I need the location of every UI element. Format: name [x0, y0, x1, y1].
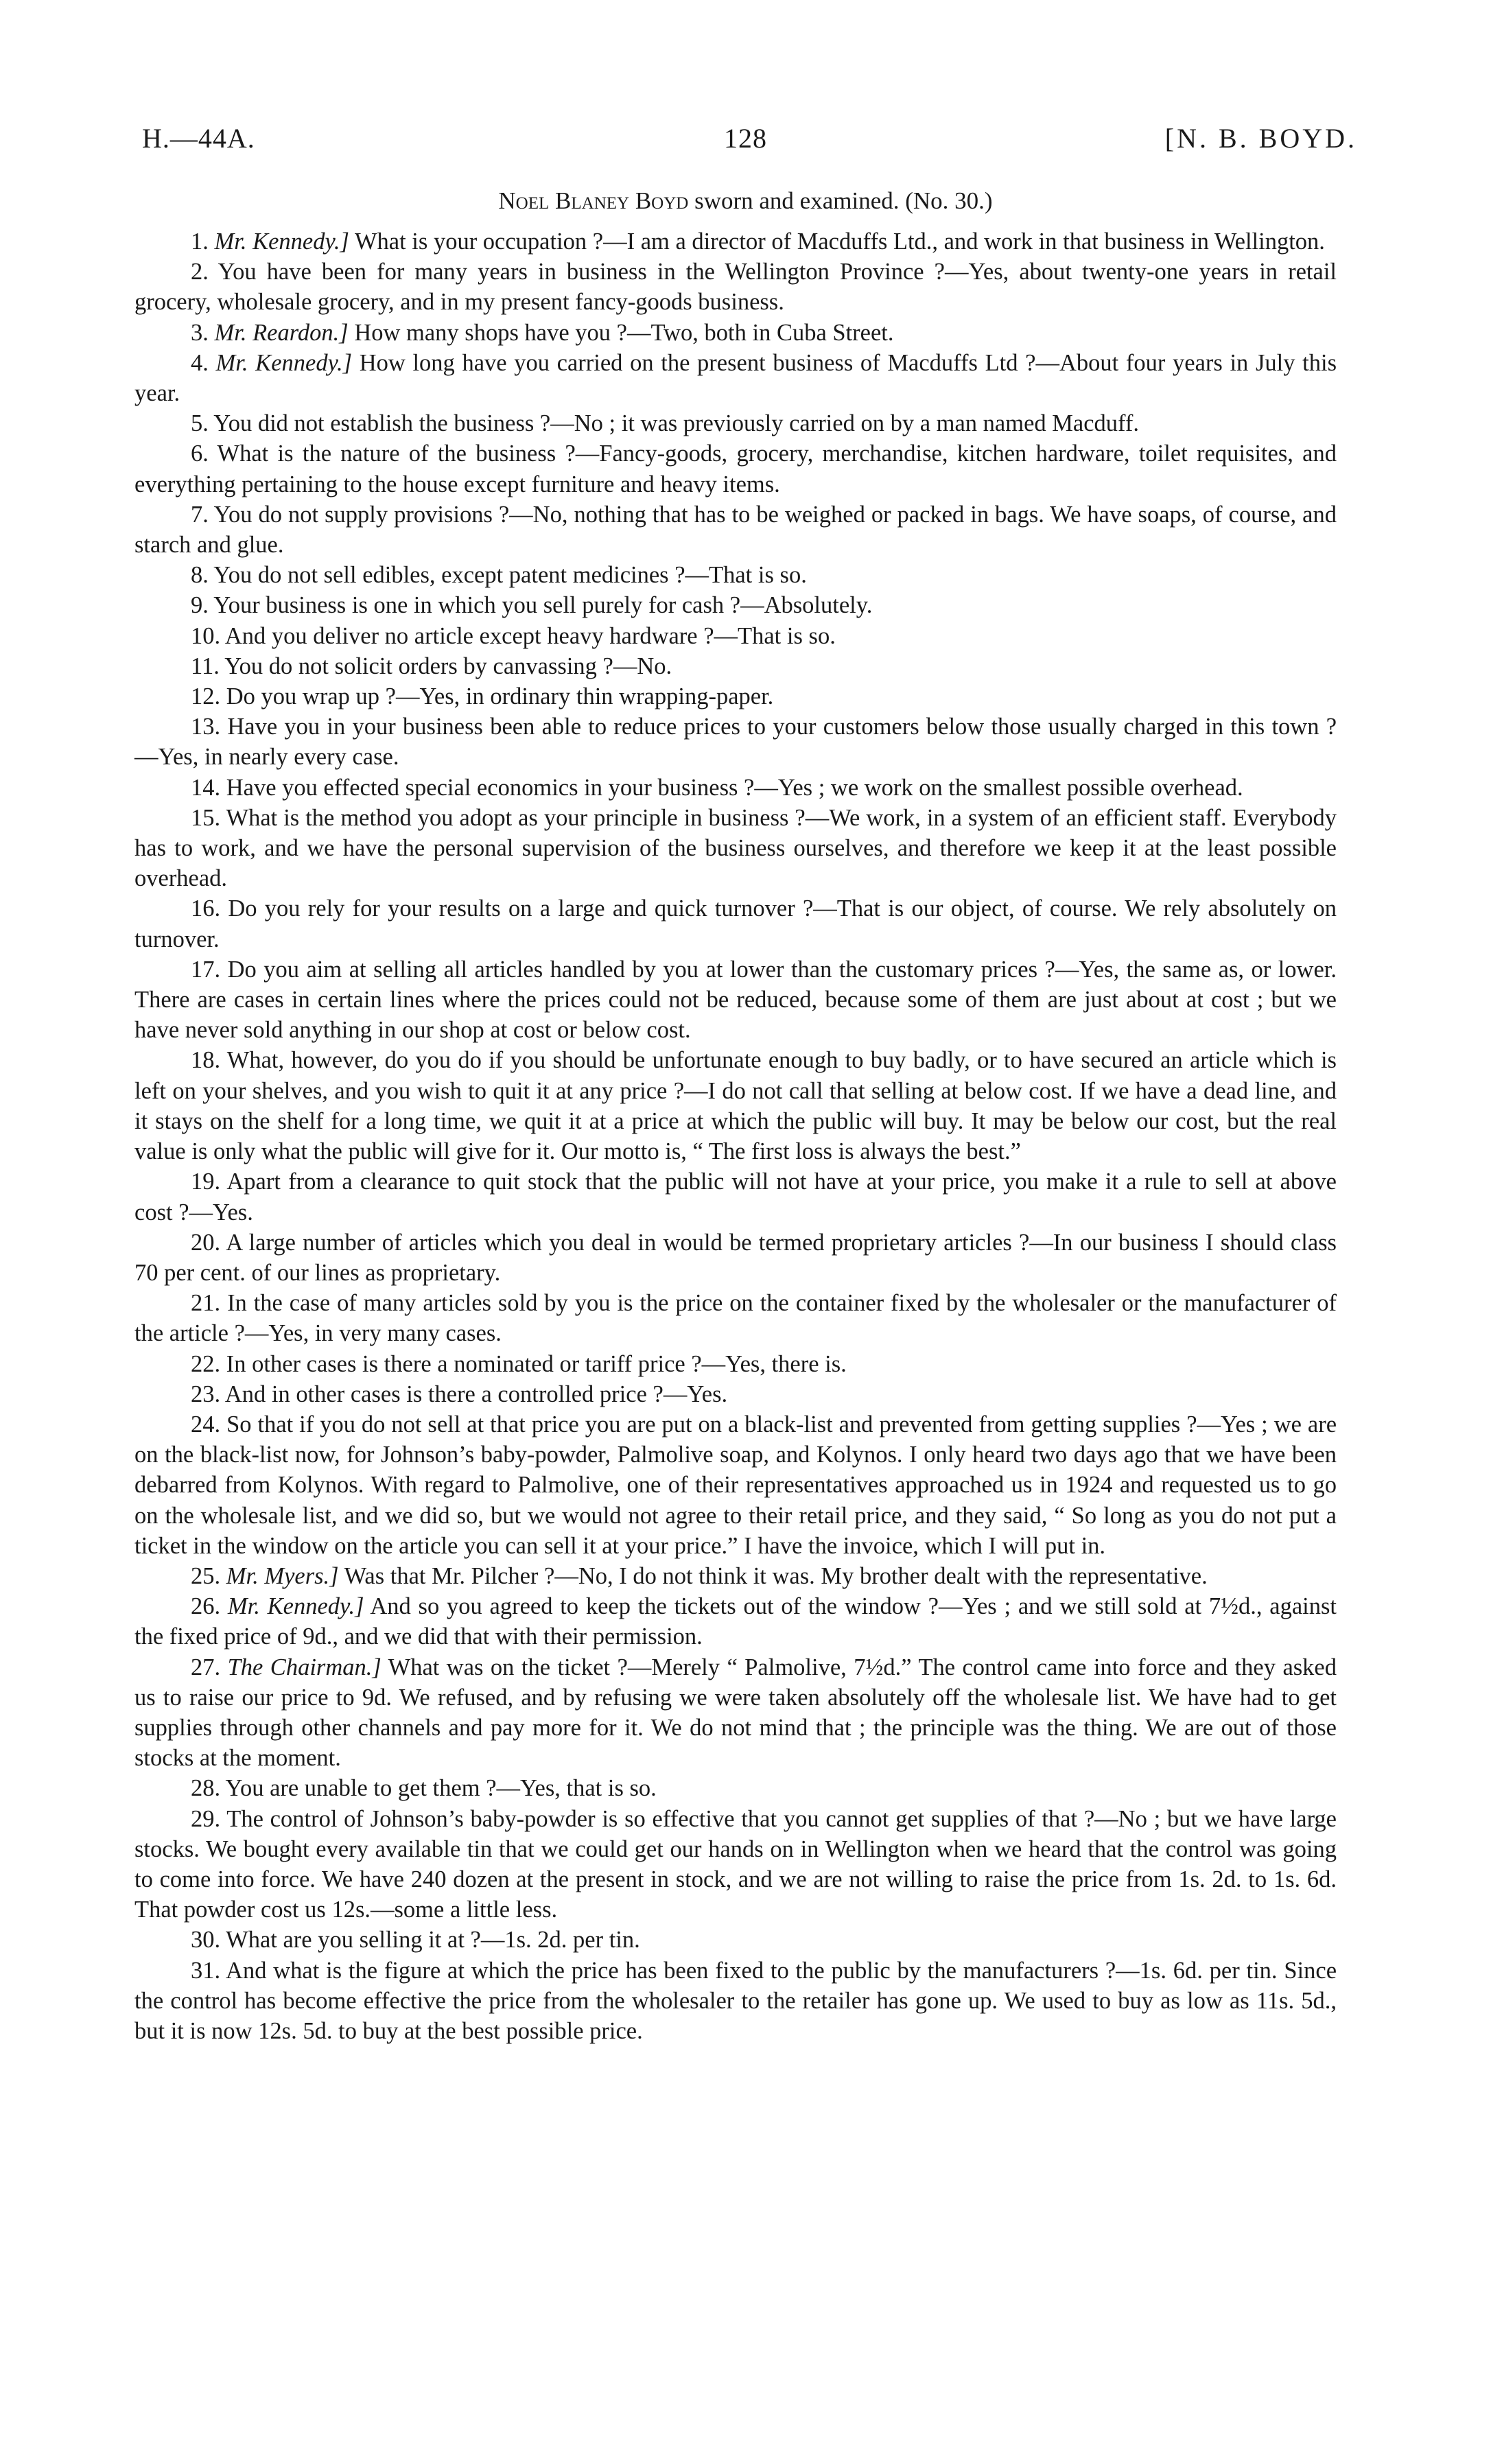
- witness-name: Noel Blaney Boyd: [498, 187, 689, 214]
- question-number: 22.: [191, 1350, 221, 1377]
- question-answer-text: You have been for many years in business in the Wellington Province ?—Yes, about twenty-one years in retail grocery, wholesale grocery, and in my present fancy-goods business.: [134, 259, 1337, 316]
- question-paragraph: [134, 1652, 1337, 1774]
- question-answer-text: What is the nature of the business ?—Fancy-goods, grocery, merchandise, kitchen hardware, toilet requisites, and everything pertaining to the house except furniture and heavy items.: [134, 441, 1337, 497]
- question-paragraph: [134, 1288, 1337, 1348]
- question-answer-text: Apart from a clearance to quit stock that the public will not have at your price, you make it a rule to sell at above cost ?—Yes.: [134, 1169, 1337, 1225]
- question-paragraph: [134, 803, 1337, 894]
- question-answer-text: What, however, do you do if you should be unfortunate enough to buy badly, or to have secured an article which is left on your shelves, and you wish to quit it at any price ?—I do not call that selling at below cost. If we have a dead line, and it stays on the shelf for a long time, we quit it at a price at which the public will buy. It may be below our cost, but the real value is only what the public will give for it. Our motto is, “ The first loss is always the best.”: [134, 1047, 1337, 1165]
- question-number: 26.: [191, 1593, 221, 1620]
- question-paragraph: [134, 408, 1337, 438]
- question-paragraph: [134, 954, 1337, 1046]
- question-answer-text: Was that Mr. Pilcher ?—No, I do not think it was. My brother dealt with the representative.: [344, 1562, 1208, 1589]
- question-answer-text: What are you selling it at ?—1s. 2d. per tin.: [226, 1927, 640, 1953]
- question-paragraph: [134, 1956, 1337, 2047]
- witness-title-rest: sworn and examined. (No. 30.): [694, 187, 993, 214]
- question-answer-text: And in other cases is there a controlled price ?—Yes.: [224, 1381, 728, 1407]
- question-number: 12.: [191, 683, 221, 710]
- header-witness-name: [N. B. BOYD.: [1164, 123, 1357, 154]
- question-answer-text: Do you wrap up ?—Yes, in ordinary thin wrapping-paper.: [226, 683, 774, 710]
- question-paragraph: [134, 348, 1337, 408]
- question-answer-text: In the case of many articles sold by you is the price on the container fixed by the wholesaler or the manufacturer of the article ?—Yes, in very many cases.: [134, 1290, 1337, 1347]
- question-answer-text: What is the method you adopt as your principle in business ?—We work, in a system of an efficient staff. Everybody has to work, and we have the personal supervision of the business ourselves, and therefore we keep it at the least possible overhead.: [134, 804, 1337, 892]
- question-answer-text: You do not supply provisions ?—No, nothing that has to be weighed or packed in bags. We have soaps, of course, and starch and glue.: [134, 501, 1337, 559]
- question-paragraph: [134, 226, 1337, 257]
- question-number: 11.: [191, 653, 220, 679]
- question-answer-text: How long have you carried on the present business of Macduffs Ltd ?—About four years in July this year.: [134, 349, 1337, 407]
- speaker-name: Mr. Reardon.]: [214, 319, 349, 346]
- question-number: 9.: [191, 592, 209, 619]
- question-number: 20.: [191, 1229, 221, 1256]
- question-paragraph: [134, 560, 1337, 590]
- witness-title: [0, 187, 1491, 215]
- question-answer-text: What was on the ticket ?—Merely “ Palmolive, 7½d.” The control came into force and they asked us to raise our price to 9d. We refused, and by refusing we were taken absolutely off the wholesale list. We have had to get supplies through other channels and pay more for it. We do not mind that ; the principle was the thing. We are out of those stocks at the moment.: [134, 1654, 1337, 1772]
- question-number: 8.: [191, 562, 209, 589]
- question-number: 28.: [191, 1775, 221, 1802]
- speaker-name: The Chairman.]: [227, 1654, 381, 1680]
- question-number: 5.: [191, 410, 209, 437]
- question-number: 19.: [191, 1169, 221, 1195]
- question-paragraph: [134, 1228, 1337, 1288]
- question-answer-text: Have you effected special economics in your business ?—Yes ; we work on the smallest possible overhead.: [226, 774, 1243, 801]
- question-number: 16.: [191, 895, 221, 922]
- question-answer-text: You do not sell edibles, except patent medicines ?—That is so.: [213, 562, 807, 589]
- testimony-body: [134, 226, 1337, 2046]
- question-paragraph: [134, 1349, 1337, 1379]
- question-number: 24.: [191, 1411, 221, 1438]
- question-paragraph: [134, 438, 1337, 499]
- question-paragraph: [134, 1166, 1337, 1227]
- question-answer-text: And what is the figure at which the price has been fixed to the public by the manufacturers ?—1s. 6d. per tin. Since the control has become effective the price from the wholesaler to the retailer has gone up. We used to buy as low as 11s. 5d., but it is now 12s. 5d. to buy at the best possible price.: [134, 1957, 1337, 2044]
- question-answer-text: You did not establish the business ?—No ; it was previously carried on by a man named Macduff.: [213, 410, 1140, 437]
- question-number: 25.: [191, 1562, 221, 1589]
- question-answer-text: What is your occupation ?—I am a director of Macduffs Ltd., and work in that business in Wellington.: [354, 228, 1325, 255]
- question-paragraph: [134, 318, 1337, 348]
- question-answer-text: You do not solicit orders by canvassing ?—No.: [224, 653, 672, 679]
- speaker-name: Mr. Kennedy.]: [214, 228, 349, 255]
- question-number: 13.: [191, 714, 221, 740]
- question-number: 10.: [191, 622, 221, 649]
- question-paragraph: [134, 1591, 1337, 1652]
- question-answer-text: How many shops have you ?—Two, both in Cuba Street.: [354, 319, 894, 346]
- question-number: 17.: [191, 956, 221, 983]
- question-answer-text: Do you rely for your results on a large and quick turnover ?—That is our object, of course. We rely absolutely on turnover.: [134, 895, 1337, 952]
- page-number: 128: [724, 123, 767, 154]
- question-paragraph: [134, 1379, 1337, 1409]
- question-paragraph: [134, 1409, 1337, 1561]
- question-number: 30.: [191, 1927, 221, 1953]
- question-paragraph: [134, 1561, 1337, 1591]
- question-paragraph: [134, 893, 1337, 954]
- question-number: 14.: [191, 774, 221, 801]
- question-paragraph: [134, 1773, 1337, 1803]
- question-answer-text: The control of Johnson’s baby-powder is so effective that you cannot get supplies of that ?—No ; but we have large stocks. We bought every available tin that we could get our hands on in Wellington when we heard that the control was going to come into force. We have 240 dozen at the present in stock, and we are not willing to raise the price from 1s. 2d. to 1s. 6d. That powder cost us 12s.—some a little less.: [134, 1805, 1337, 1923]
- question-paragraph: [134, 500, 1337, 560]
- question-paragraph: [134, 621, 1337, 651]
- question-answer-text: You are unable to get them ?—Yes, that is so.: [225, 1775, 657, 1802]
- question-paragraph: [134, 590, 1337, 620]
- question-answer-text: A large number of articles which you deal in would be termed proprietary articles ?—In our business I should class 70 per cent. of our lines as proprietary.: [134, 1229, 1337, 1286]
- question-paragraph: [134, 681, 1337, 712]
- question-number: 29.: [191, 1805, 221, 1832]
- question-number: 23.: [191, 1381, 221, 1407]
- question-number: 27.: [191, 1654, 221, 1680]
- header-reference: H.—44A.: [142, 123, 255, 154]
- question-paragraph: [134, 651, 1337, 681]
- question-number: 31.: [191, 1957, 221, 1984]
- question-answer-text: And you deliver no article except heavy hardware ?—That is so.: [224, 622, 836, 649]
- speaker-name: Mr. Kennedy.]: [227, 1593, 364, 1620]
- question-number: 18.: [191, 1047, 221, 1074]
- question-number: 15.: [191, 804, 221, 831]
- question-answer-text: Do you aim at selling all articles handled by you at lower than the customary prices ?—Yes, the same as, or lower. There are cases in certain lines where the prices could not be reduced, because some of them are just about at cost ; but we have never sold anything in our shop at cost or below cost.: [134, 956, 1337, 1044]
- speaker-name: Mr. Myers.]: [226, 1562, 339, 1589]
- question-paragraph: [134, 712, 1337, 772]
- question-answer-text: And so you agreed to keep the tickets out of the window ?—Yes ; and we still sold at 7½d., against the fixed price of 9d., and we did that with their permission.: [134, 1593, 1337, 1650]
- question-paragraph: [134, 257, 1337, 317]
- question-number: 7.: [191, 501, 209, 528]
- question-answer-text: So that if you do not sell at that price you are put on a black-list and prevented from getting supplies ?—Yes ; we are on the black-list now, for Johnson’s baby-powder, Palmolive soap, and Kolynos. I only heard two days ago that we have been debarred from Kolynos. With regard to Palmolive, one of their representatives approached us in 1924 and requested us to go on the wholesale list, and we did so, but we would not agree to their retail price, and they said, “ So long as you do not put a ticket in the window on the article you can sell it at your price.” I have the invoice, which I will put in.: [134, 1411, 1337, 1559]
- question-number: 2.: [191, 259, 209, 285]
- question-number: 1.: [191, 228, 209, 255]
- question-paragraph: [134, 1925, 1337, 1955]
- question-answer-text: Have you in your business been able to reduce prices to your customers below those usually charged in this town ?—Yes, in nearly every case.: [134, 714, 1337, 771]
- question-paragraph: [134, 1804, 1337, 1925]
- question-number: 6.: [191, 441, 209, 467]
- question-number: 4.: [191, 349, 209, 376]
- question-paragraph: [134, 773, 1337, 803]
- question-number: 21.: [191, 1290, 221, 1317]
- question-answer-text: Your business is one in which you sell purely for cash ?—Absolutely.: [213, 592, 873, 619]
- question-number: 3.: [191, 319, 209, 346]
- question-paragraph: [134, 1045, 1337, 1166]
- question-answer-text: In other cases is there a nominated or tariff price ?—Yes, there is.: [226, 1350, 847, 1377]
- speaker-name: Mr. Kennedy.]: [215, 349, 353, 376]
